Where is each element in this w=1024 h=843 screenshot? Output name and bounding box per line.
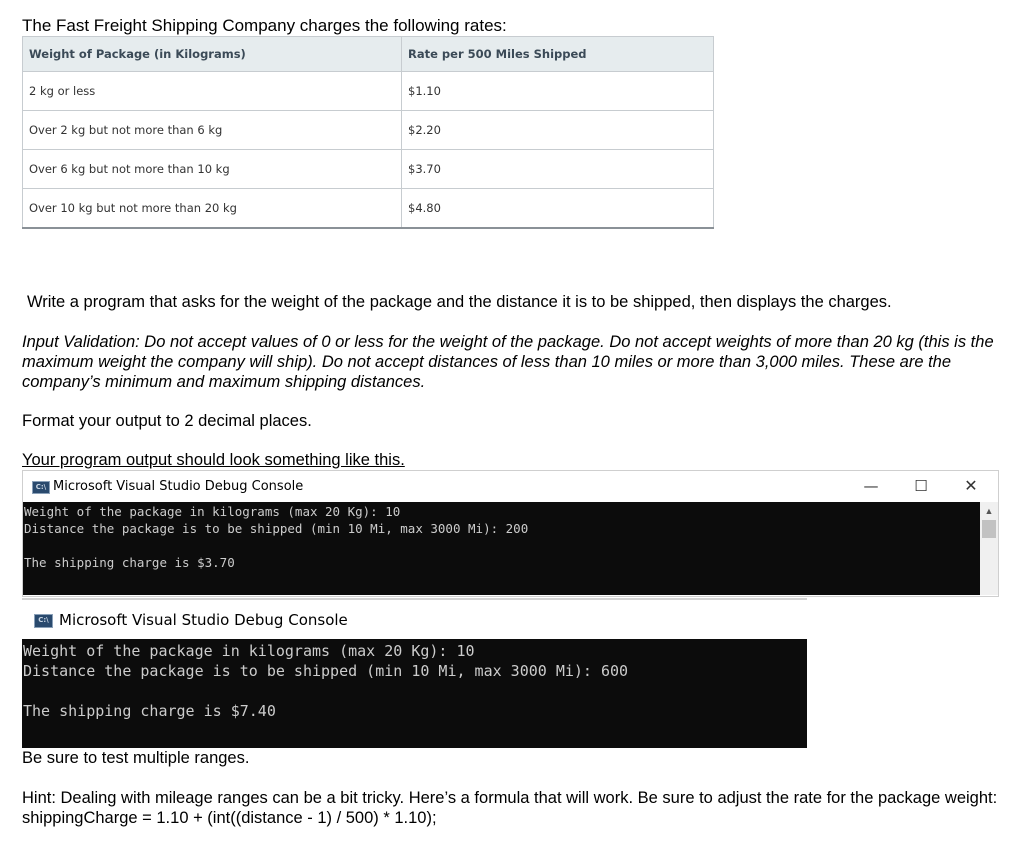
console-line: Distance the package is to be shipped (min 10 Mi, max 3000 Mi): 600	[23, 662, 629, 680]
intro-text: The Fast Freight Shipping Company charges the following rates:	[22, 16, 507, 35]
table-header-row	[23, 37, 714, 72]
console-line: Weight of the package in kilograms (max 20 Kg): 10	[24, 504, 401, 519]
table-cell-rate: $1.10	[402, 72, 714, 111]
validation-paragraph: Input Validation: Do not accept values of 0 or less for the weight of the package. Do not accept weights of more than 20 kg (this is the maximum weight the company will ship). Do not accept distances of less than 10 miles or more than 3,000 miles. These are the company’s minimum and maximum shipping distances.	[22, 333, 994, 391]
console-titlebar	[23, 471, 998, 502]
format-paragraph: Format your output to 2 decimal places.	[22, 412, 312, 430]
table-row	[23, 72, 714, 111]
table-cell-rate: $2.20	[402, 111, 714, 150]
rates-table	[22, 36, 714, 229]
table-cell-rate: $4.80	[402, 189, 714, 229]
test-paragraph: Be sure to test multiple ranges.	[22, 749, 250, 767]
debug-console-window-1	[22, 470, 999, 597]
console-app-icon: C:\	[34, 614, 53, 628]
console-line: Weight of the package in kilograms (max 20 Kg): 10	[23, 642, 475, 660]
console-line	[23, 681, 807, 701]
scroll-up-arrow-icon[interactable]: ▲	[984, 506, 994, 516]
table-cell-weight: Over 2 kg but not more than 6 kg	[23, 111, 402, 150]
minimize-button[interactable]: —	[863, 477, 879, 495]
console-title: Microsoft Visual Studio Debug Console	[53, 479, 304, 494]
debug-console-window-2	[22, 598, 807, 748]
console-line: Distance the package is to be shipped (min 10 Mi, max 3000 Mi): 200	[24, 521, 529, 536]
console-line: The shipping charge is $7.40	[23, 702, 276, 720]
column-header-weight: Weight of Package (in Kilograms)	[23, 37, 402, 72]
close-button[interactable]: ✕	[964, 476, 978, 495]
column-header-rate: Rate per 500 Miles Shipped	[402, 37, 714, 72]
console-app-icon: C:\	[32, 481, 50, 494]
vertical-scrollbar[interactable]	[980, 502, 998, 595]
table-row	[23, 150, 714, 189]
console-line	[24, 537, 980, 554]
console-title: Microsoft Visual Studio Debug Console	[59, 611, 348, 629]
console-output	[22, 639, 807, 748]
hint-paragraph: Hint: Dealing with mileage ranges can be a bit tricky. Here’s a formula that will work. Be sure to adjust the rate for the package weight: shippingCharge = 1.10 + (int((distance - 1) / 500) * 1.10);	[22, 789, 998, 827]
table-cell-rate: $3.70	[402, 150, 714, 189]
table-cell-weight: Over 6 kg but not more than 10 kg	[23, 150, 402, 189]
table-row	[23, 111, 714, 150]
maximize-button[interactable]: ☐	[914, 477, 928, 495]
console-output	[23, 502, 980, 595]
output-intro-paragraph: Your program output should look something like this.	[22, 451, 405, 469]
table-cell-weight: Over 10 kg but not more than 20 kg	[23, 189, 402, 229]
table-cell-weight: 2 kg or less	[23, 72, 402, 111]
table-row	[23, 189, 714, 229]
console-line: The shipping charge is $3.70	[24, 555, 235, 570]
scroll-thumb[interactable]	[982, 520, 996, 538]
task-paragraph: Write a program that asks for the weight of the package and the distance it is to be shipped, then displays the charges.	[27, 293, 892, 311]
